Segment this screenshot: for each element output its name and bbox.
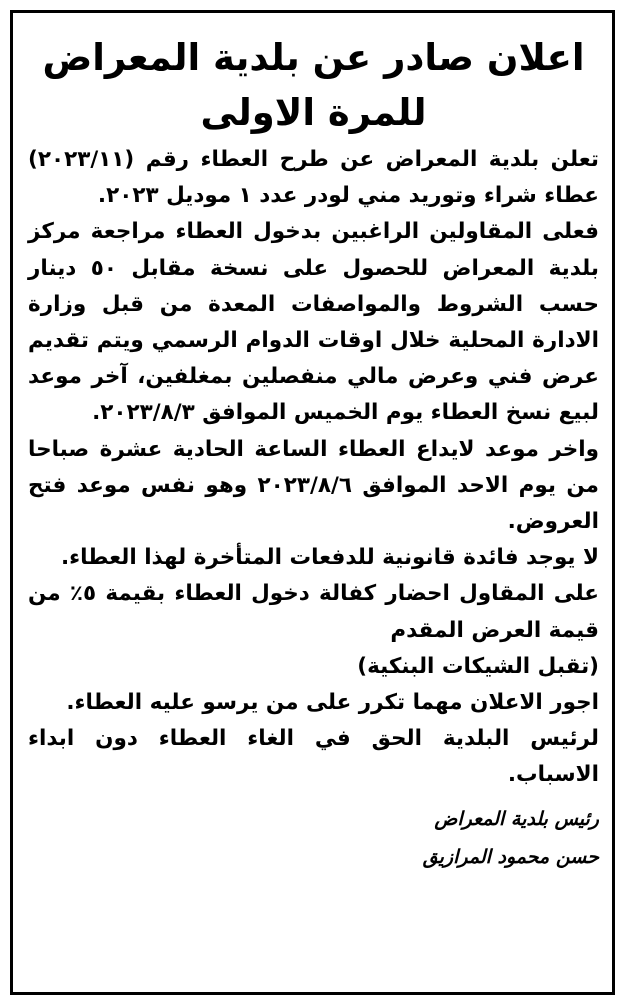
paragraph-purchase-conditions: فعلى المقاولين الراغبين بدخول العطاء مراجعة مركز بلدية المعراض للحصول على نسخة مقابل ٥٠ دينار حسب الشروط والمواصفات المعدة من قبل وزارة الادارة المحلية خلال اوقات الدوام الرسمي ويتم تقديم عرض فني وعرض مالي منفصلين بمغلفين، آخر موعد لبيع نسخ العطاء يوم الخميس الموافق ٢٠٢٣/٨/٣. <box>28 219 599 426</box>
announcement-title <box>28 30 599 140</box>
paragraph-ad-fees: اجور الاعلان مهما تكرر على من يرسو عليه العطاء. <box>66 690 599 716</box>
announcement-body <box>28 142 599 794</box>
signature-name: حسن محمود المرازيق <box>422 845 599 868</box>
paragraph-bank-cheques: (تقبل الشيكات البنكية) <box>357 653 599 679</box>
signature-block <box>28 800 599 876</box>
signature-title: رئيس بلدية المعراض <box>434 807 599 830</box>
paragraph-cancellation-right: لرئيس البلدية الحق في الغاء العطاء دون ابداء الاسباب. <box>28 726 599 788</box>
paragraph-tender-intro: تعلن بلدية المعراض عن طرح العطاء رقم (٢٠٢٣/١١) عطاء شراء وتوريد مني لودر عدد ١ موديل ٢٠٢٣. <box>28 147 599 209</box>
paragraph-submission-deadline: واخر موعد لايداع العطاء الساعة الحادية عشرة صباحا من يوم الاحد الموافق ٢٠٢٣/٨/٦ وهو نفس موعد فتح العروض. <box>28 436 599 535</box>
paragraph-no-interest: لا يوجد فائدة قانونية للدفعات المتأخرة لهذا العطاء. <box>60 545 599 571</box>
paragraph-bid-bond: على المقاول احضار كفالة دخول العطاء بقيمة ٥٪ من قيمة العرض المقدم <box>28 581 599 643</box>
title-line-1: اعلان صادر عن بلدية المعراض <box>42 36 585 79</box>
title-line-2: للمرة الاولى <box>200 91 427 134</box>
announcement <box>16 16 609 989</box>
